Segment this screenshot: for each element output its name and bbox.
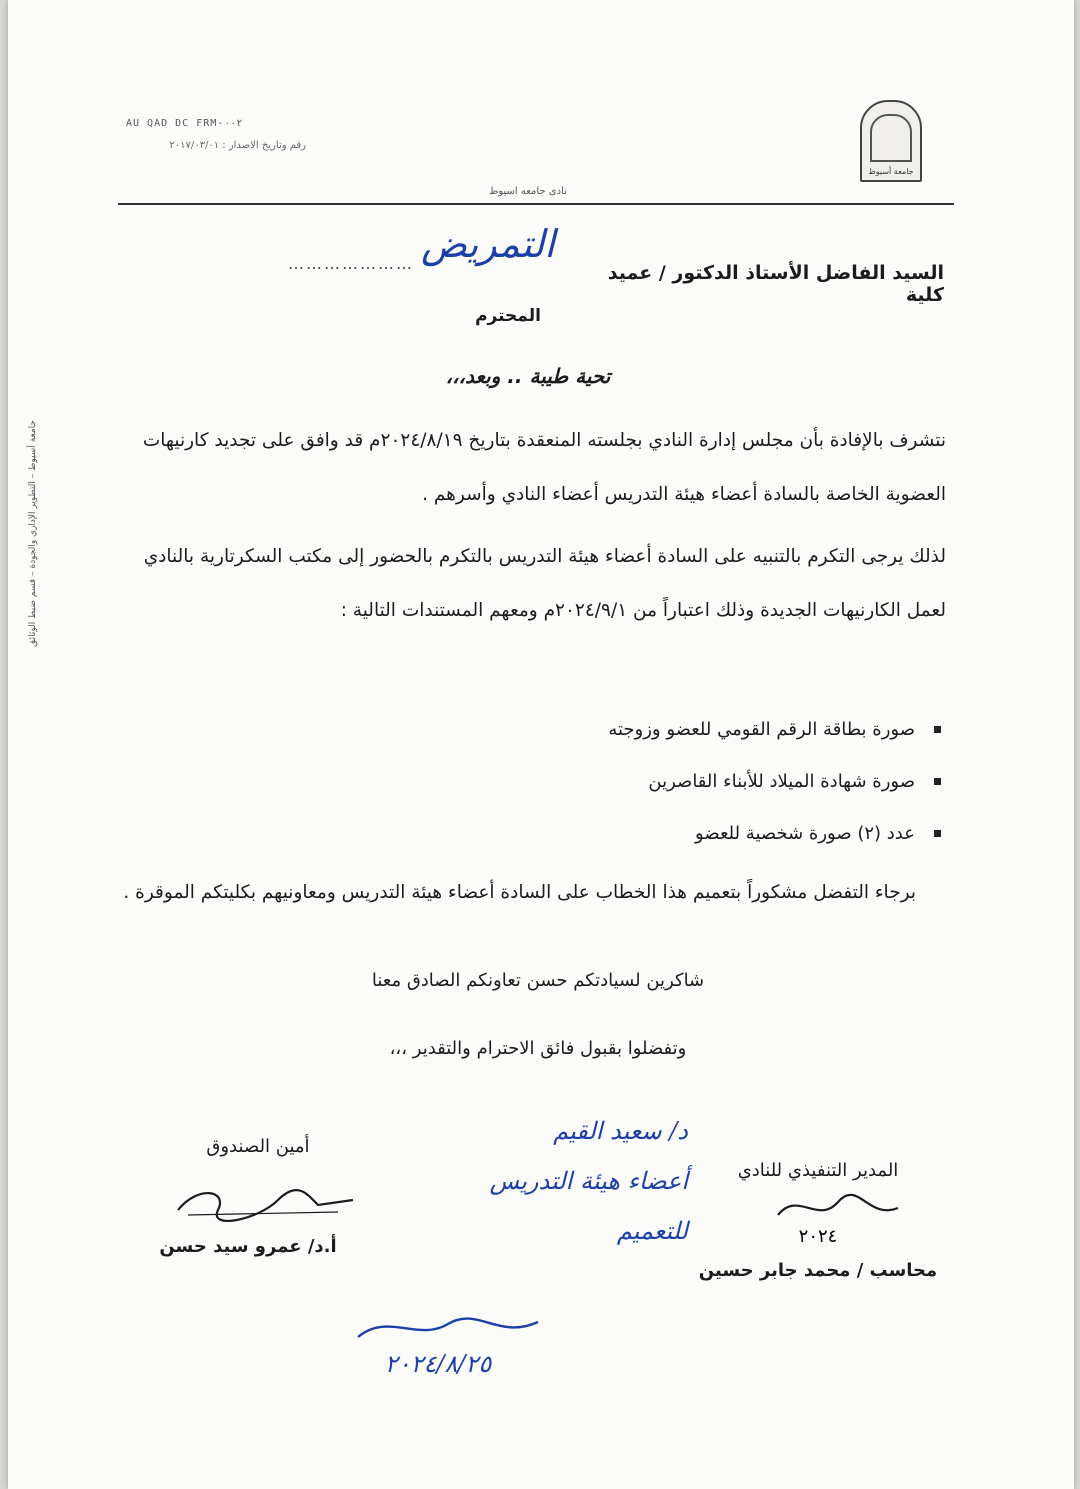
director-title: المدير التنفيذي للنادي: [737, 1160, 899, 1181]
greeting: تحية طيبة .. وبعد،،،: [445, 364, 611, 388]
side-footer-text: جامعة أسيوط – التطوير الإداري والجودة – قسم ضبط الوثائق: [28, 420, 38, 647]
note-line: أعضاء هيئة التدريس: [489, 1167, 688, 1195]
note-line: للتعميم: [616, 1217, 688, 1245]
paragraph-circulate: برجاء التفضل مشكوراً بتعميم هذا الخطاب على السادة أعضاء هيئة التدريس ومعاونيهم بكليتكم الموقرة .: [123, 882, 916, 903]
documents-list: [548, 704, 943, 860]
note-signature-icon: [348, 1312, 548, 1352]
director-name: محاسب / محمد جابر حسين: [698, 1260, 938, 1281]
club-name: نادى جامعه اسيوط: [489, 186, 567, 197]
director-date: ٢٠٢٤: [798, 1226, 838, 1247]
paragraph-approval: نتشرف بالإفادة بأن مجلس إدارة النادي بجلسته المنعقدة بتاريخ ٢٠٢٤/٨/١٩م قد وافق على تجديد كارنيهات العضوية الخاصة بالسادة أعضاء هيئة التدريس أعضاء النادي وأسرهم .: [142, 430, 946, 505]
list-item: عدد (٢) صورة شخصية للعضو: [548, 808, 943, 860]
note-line: د/ سعيد القيم: [553, 1117, 688, 1145]
form-code: AU QAD DC FRM-٠٠٢: [126, 118, 243, 129]
list-item: صورة بطاقة الرقم القومي للعضو وزوجته: [548, 704, 943, 756]
bullet-icon: [934, 830, 941, 837]
regards-line: وتفضلوا بقبول فائق الاحترام والتقدير ،،،: [389, 1038, 687, 1059]
list-item: صورة شهادة الميلاد للأبناء القاصرين: [548, 756, 943, 808]
blank-dots: …………………: [288, 254, 414, 273]
bullet-icon: [934, 778, 941, 785]
bullet-icon: [934, 726, 941, 733]
salutation: السيد الفاضل الأستاذ الدكتور / عميد كلية: [607, 262, 944, 306]
treasurer-name: أ.د/ عمرو سيد حسن: [159, 1236, 337, 1257]
thanks-line: شاكرين لسيادتكم حسن تعاونكم الصادق معنا: [371, 970, 705, 991]
treasurer-title: أمين الصندوق: [206, 1136, 310, 1157]
treasurer-signature-icon: [168, 1180, 358, 1230]
logo-arch-icon: [870, 114, 912, 162]
paragraph-request: لذلك يرجى التكرم بالتنبيه على السادة أعضاء هيئة التدريس بالتكرم بالحضور إلى مكتب السكرتارية بالنادي لعمل الكارنيهات الجديدة وذلك اعتباراً من ٢٠٢٤/٩/١م ومعهم المستندات التالية :: [143, 546, 946, 621]
form-issue: رقم وتاريخ الاصدار : ٢٠١٧/٠٣/٠١: [169, 140, 306, 151]
letter-page: [8, 0, 1074, 1489]
note-date: ٢٠٢٤/٨/٢٥: [384, 1350, 492, 1378]
handwritten-note: [348, 1106, 688, 1256]
university-logo-icon: [860, 100, 922, 182]
college-handwritten: التمريض: [421, 222, 555, 266]
director-signature-icon: [768, 1190, 908, 1230]
logo-caption: جامعة أسيوط: [868, 167, 914, 176]
header-divider: [118, 203, 954, 205]
respected-label: المحترم: [475, 306, 541, 326]
